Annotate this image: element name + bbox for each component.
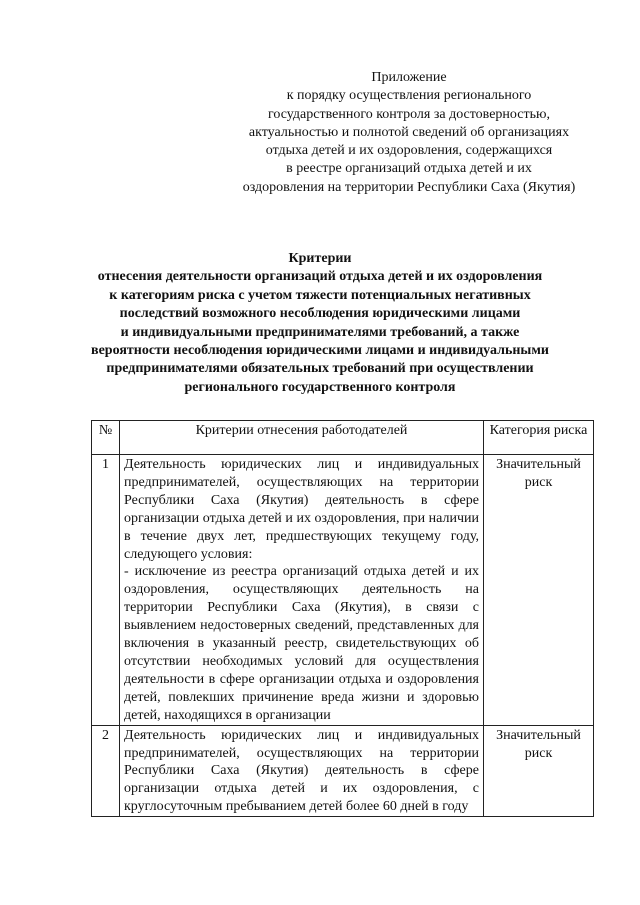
- title-line: к категориям риска с учетом тяжести потенциальных негативных: [109, 287, 531, 303]
- table-row: [92, 455, 594, 726]
- title-line: регионального государственного контроля: [184, 379, 456, 395]
- appendix-line: к порядку осуществления регионального: [286, 88, 532, 104]
- criteria-table: [91, 420, 594, 817]
- header-category: Категория риска: [484, 421, 594, 455]
- appendix-line: отдыха детей и их оздоровления, содержащихся: [265, 143, 553, 159]
- title-line: и индивидуальными предпринимателями требований, а также: [120, 324, 520, 340]
- row-criteria: [120, 725, 484, 817]
- table-header-row: [92, 421, 594, 455]
- title-line: Критерии: [288, 251, 352, 266]
- row-number: 1: [92, 455, 120, 726]
- row-criteria: [120, 455, 484, 726]
- title-line: вероятности несоблюдения юридическими лицами и индивидуальными: [91, 343, 549, 359]
- header-criteria: Критерии отнесения работодателей: [120, 421, 484, 455]
- title-line: последствий возможного несоблюдения юридическими лицами: [119, 306, 521, 322]
- appendix-note: [180, 69, 638, 197]
- criteria-item: - исключение из реестра организаций отдыха детей и их оздоровления, осуществляющих деятельность на территории Республики Саха (Якутия), в связи с выявлением недостоверных сведений, представленных для включения в указанный реестр, свидетельствующих об отсутствии необходимых условий для осуществления деятельности в сфере организации отдыха и оздоровления детей, повлекших причинение вреда жизни и здоровью детей, находящихся в организации: [124, 564, 479, 723]
- table-row: [92, 725, 594, 817]
- criteria-text: Деятельность юридических лиц и индивидуальных предпринимателей, осуществляющих на территории Республики Саха (Якутия) деятельность в сфере организации отдыха детей и их оздоровления, при наличии в течение двух лет, предшествующих текущему году, следующего условия:: [124, 457, 479, 562]
- row-category: Значительный риск: [484, 455, 594, 726]
- appendix-line: Приложение: [371, 70, 447, 85]
- title-line: отнесения деятельности организаций отдыха детей и их оздоровления: [97, 269, 543, 285]
- document-title: [40, 250, 600, 397]
- appendix-line: государственного контроля за достоверностью,: [268, 106, 550, 122]
- row-number: 2: [92, 725, 120, 817]
- appendix-line: актуальностью и полнотой сведений об организациях: [248, 124, 570, 140]
- criteria-text: Деятельность юридических лиц и индивидуальных предпринимателей, осуществляющих на территории Республики Саха (Якутия) деятельность в сфере организации отдыха детей и их оздоровления, с круглосуточным пребыванием детей более 60 дней в году: [124, 727, 479, 815]
- header-number: №: [92, 421, 120, 455]
- appendix-line: оздоровления на территории Республики Саха (Якутия): [242, 179, 576, 195]
- appendix-line: в реестре организаций отдыха детей и их: [286, 161, 532, 177]
- row-category: Значительный риск: [484, 725, 594, 817]
- title-line: предпринимателями обязательных требований при осуществлении: [106, 361, 534, 377]
